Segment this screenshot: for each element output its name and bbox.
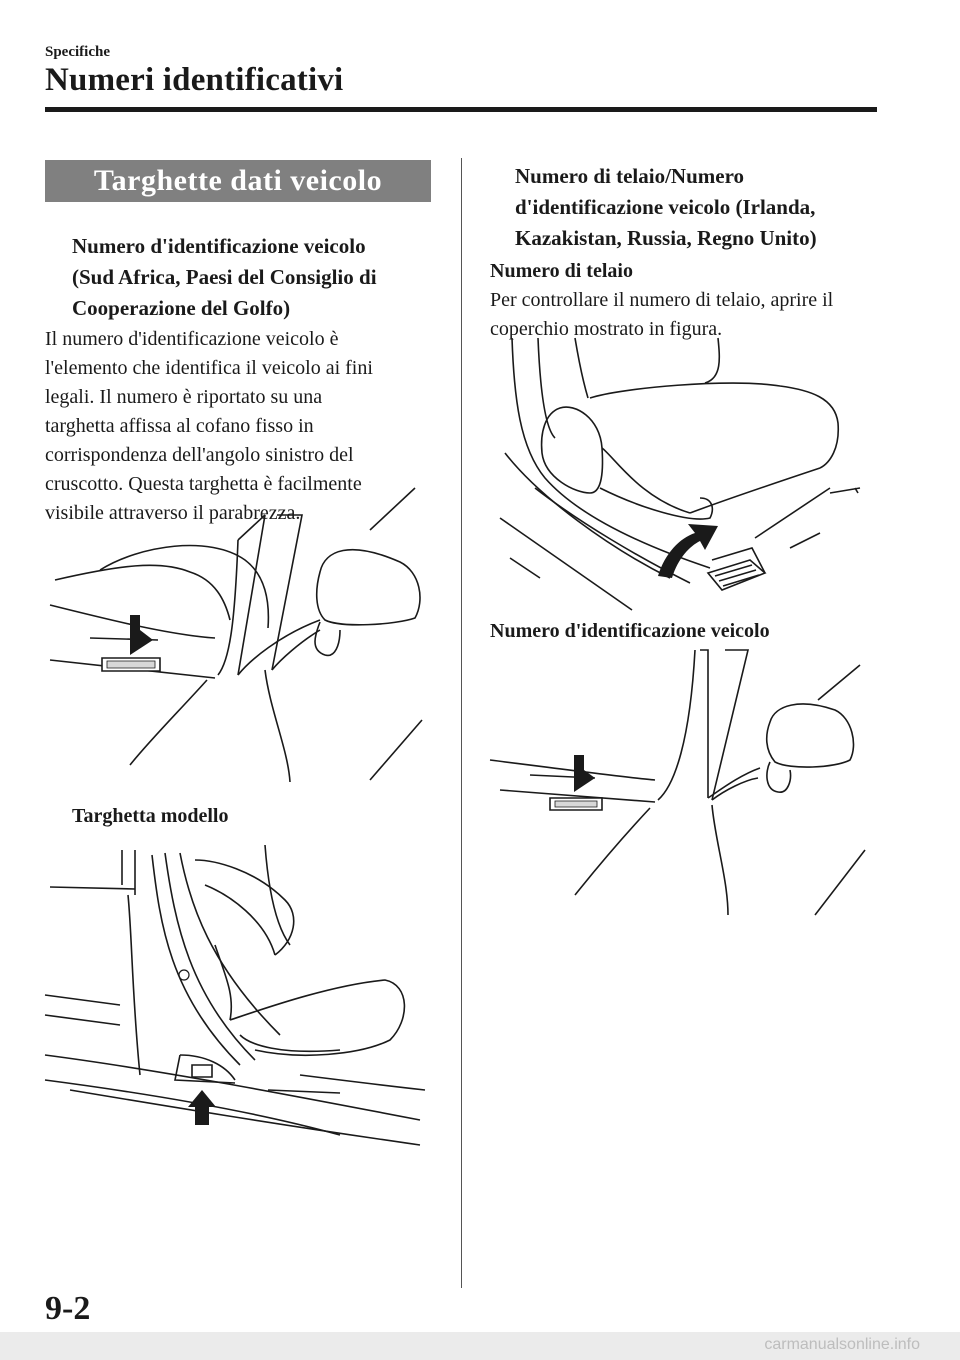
title-rule <box>45 107 877 112</box>
paragraph-line: visibile attraverso il parabrezza. <box>45 502 301 524</box>
vin-heading-line: (Sud Africa, Paesi del Consiglio di <box>72 265 377 289</box>
page-number: 9-2 <box>45 1290 91 1327</box>
paragraph-line: legali. Il numero è riportato su una <box>45 386 323 408</box>
chassis-heading-line: Numero di telaio/Numero <box>515 164 745 188</box>
vin-heading <box>72 231 377 324</box>
chassis-heading-line: Kazakistan, Russia, Regno Unito) <box>515 226 817 250</box>
vin-paragraph <box>45 325 373 528</box>
paragraph-line: coperchio mostrato in figura. <box>490 318 723 340</box>
paragraph-line: Per controllare il numero di telaio, aprire il <box>490 289 834 311</box>
watermark-text: carmanualsonline.info <box>764 1336 920 1353</box>
model-plate-heading: Targhetta modello <box>72 805 229 827</box>
chassis-cover-illustration <box>490 338 880 618</box>
chassis-subheading: Numero di telaio <box>490 260 633 282</box>
paragraph-line: cruscotto. Questa targhetta è facilmente <box>45 473 362 495</box>
vin-heading-line: Numero d'identificazione veicolo <box>72 234 366 258</box>
vin-heading-line: Cooperazione del Golfo) <box>72 296 291 320</box>
page-title: Numeri identificativi <box>45 62 344 98</box>
column-divider <box>461 158 462 1288</box>
chassis-heading-line: d'identificazione veicolo (Irlanda, <box>515 195 816 219</box>
paragraph-line: corrispondenza dell'angolo sinistro del <box>45 444 354 466</box>
windshield-vin-illustration-right <box>490 650 875 920</box>
paragraph-line: targhetta affissa al cofano fisso in <box>45 415 314 437</box>
paragraph-line: l'elemento che identifica il veicolo ai fini <box>45 357 373 379</box>
chassis-heading <box>515 161 817 254</box>
section-label: Specifiche <box>45 44 110 60</box>
vin-caption: Numero d'identificazione veicolo <box>490 620 770 642</box>
section-banner: Targhette dati veicolo <box>45 160 431 202</box>
paragraph-line: Il numero d'identificazione veicolo è <box>45 328 339 350</box>
model-plate-illustration <box>40 845 440 1145</box>
windshield-vin-illustration <box>40 510 440 790</box>
chassis-paragraph <box>490 286 833 344</box>
